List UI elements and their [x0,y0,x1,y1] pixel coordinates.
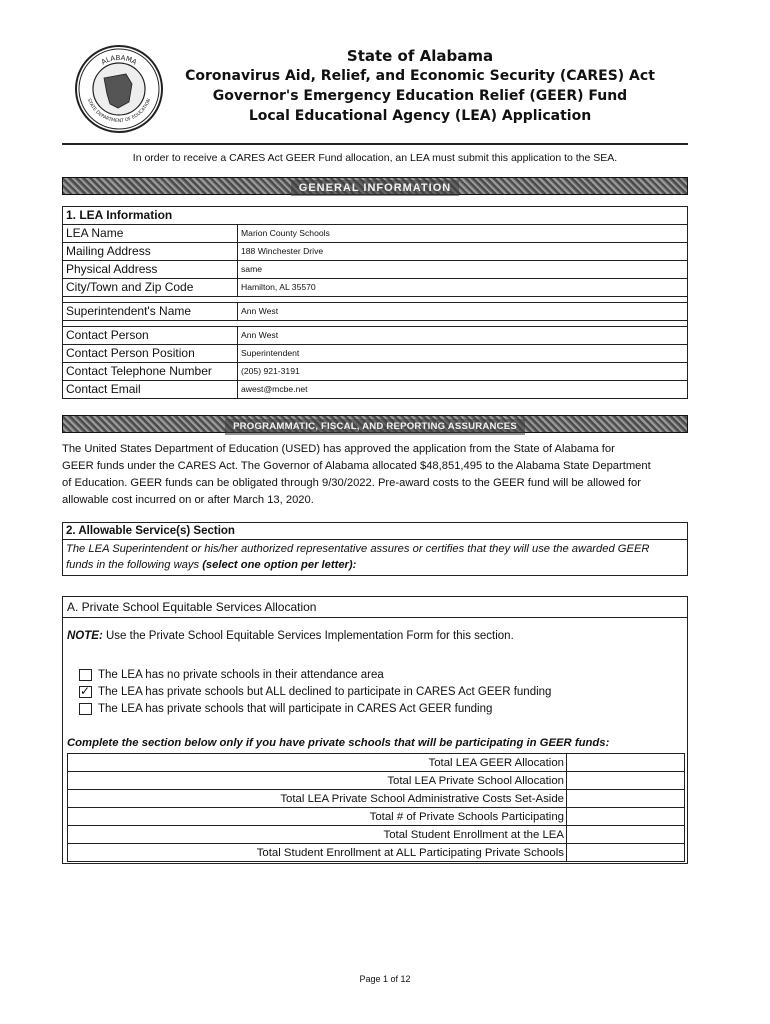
lea-name-field[interactable]: Marion County Schools [238,225,688,243]
table-row [63,327,688,345]
note-text: Use the Private School Equitable Services Implementation Form for this section. [102,630,514,642]
table-row [63,363,688,381]
complete-section-instruction: Complete the section below only if you have private schools that will be participating in GEER funds: [67,737,610,749]
usde-approval-paragraph [62,441,688,509]
private-school-section [62,596,688,864]
row-label: LEA Name [63,225,238,243]
total-lea-geer-allocation-field[interactable] [567,754,685,772]
row-label: Total Student Enrollment at the LEA [68,826,567,844]
contact-phone-field[interactable]: (205) 921-3191 [238,363,688,381]
lea-information-table [62,206,688,399]
allowable-services-section [62,522,688,576]
city-zip-field[interactable]: Hamilton, AL 35570 [238,279,688,297]
header-divider [62,143,688,145]
private-school-allocation-field[interactable] [567,772,685,790]
assurance-line-2-prefix: funds in the following ways [66,559,203,571]
programmatic-assurances-band [62,415,688,433]
row-label: Total LEA GEER Allocation [68,754,567,772]
contact-email-field[interactable]: awest@mcbe.net [238,381,688,399]
private-school-allocation-table [67,753,685,862]
option-will-participate[interactable] [79,703,492,715]
table-row [63,345,688,363]
table-row [68,772,685,790]
table-row [68,790,685,808]
note-label: NOTE: [67,630,103,642]
private-schools-participating-field[interactable] [567,808,685,826]
programmatic-assurances-label: PROGRAMMATIC, FISCAL, AND REPORTING ASSURANCES [225,419,525,435]
option-no-private-schools[interactable] [79,669,384,681]
row-label: Contact Telephone Number [63,363,238,381]
assurance-line-2-bold: (select one option per letter): [202,559,357,571]
general-information-label: GENERAL INFORMATION [291,180,459,196]
title-line-2: Coronavirus Aid, Relief, and Economic Security (CARES) Act [185,68,655,84]
option-label: The LEA has private schools but ALL declined to participate in CARES Act GEER funding [98,686,552,698]
general-information-band [62,177,688,195]
table-row [68,826,685,844]
private-school-enrollment-field[interactable] [567,844,685,862]
title-line-1: State of Alabama [346,47,494,65]
allowable-services-text [63,540,687,574]
row-label: Total # of Private Schools Participating [68,808,567,826]
table-row [68,808,685,826]
admin-costs-set-aside-field[interactable] [567,790,685,808]
paragraph-line: of Education. GEER funds can be obligated through 9/30/2022. Pre-award costs to the GEER fund will be allowed for [62,477,641,489]
allowable-services-heading: 2. Allowable Service(s) Section [63,523,687,540]
row-label: City/Town and Zip Code [63,279,238,297]
option-label: The LEA has private schools that will participate in CARES Act GEER funding [98,703,493,715]
contact-person-field[interactable]: Ann West [238,327,688,345]
checkbox[interactable] [79,703,92,715]
table-row [68,844,685,862]
seal-bottom-text: STATE DEPARTMENT OF EDUCATION [85,98,153,125]
alabama-seal [74,44,164,134]
table-row [63,261,688,279]
row-label: Contact Person [63,327,238,345]
row-label: Mailing Address [63,243,238,261]
seal-top-text: ALABAMA [99,53,139,67]
table-row [63,381,688,399]
lea-information-heading: 1. LEA Information [63,207,688,225]
paragraph-line: GEER funds under the CARES Act. The Governor of Alabama allocated $48,851,495 to the Alabama State Department [62,460,651,472]
contact-position-field[interactable]: Superintendent [238,345,688,363]
title-line-3: Governor's Emergency Education Relief (GEER) Fund [212,88,628,104]
row-label: Superintendent's Name [63,303,238,321]
paragraph-line: allowable cost incurred on or after March 13, 2020. [62,494,314,506]
mailing-address-field[interactable]: 188 Winchester Drive [238,243,688,261]
option-label: The LEA has no private schools in their attendance area [98,669,384,681]
row-label: Contact Person Position [63,345,238,363]
table-row [63,243,688,261]
checkmark-icon: ✓ [80,684,91,698]
document-title [160,46,680,126]
option-all-declined[interactable] [79,686,551,698]
lea-enrollment-field[interactable] [567,826,685,844]
assurance-line-2 [66,557,684,573]
row-label: Contact Email [63,381,238,399]
row-label: Total LEA Private School Allocation [68,772,567,790]
row-label: Total LEA Private School Administrative Costs Set-Aside [68,790,567,808]
physical-address-field[interactable]: same [238,261,688,279]
title-line-4: Local Educational Agency (LEA) Application [248,108,592,124]
superintendent-name-field[interactable]: Ann West [238,303,688,321]
row-label: Total Student Enrollment at ALL Participating Private Schools [68,844,567,862]
table-row [63,279,688,297]
table-row [63,303,688,321]
page-number: Page 1 of 12 [359,974,411,984]
private-school-note [67,630,514,642]
table-row [68,754,685,772]
paragraph-line: The United States Department of Education (USED) has approved the application from the State of Alabama for [62,443,615,455]
row-label: Physical Address [63,261,238,279]
checkbox[interactable] [79,669,92,681]
intro-text: In order to receive a CARES Act GEER Fund allocation, an LEA must submit this application to the SEA. [132,152,618,164]
private-school-section-title: A. Private School Equitable Services Allocation [63,597,687,618]
assurance-line-1: The LEA Superintendent or his/her authorized representative assures or certifies that they will use the awarded GEER [66,543,650,555]
checkbox-checked[interactable] [79,686,92,698]
table-row [63,225,688,243]
